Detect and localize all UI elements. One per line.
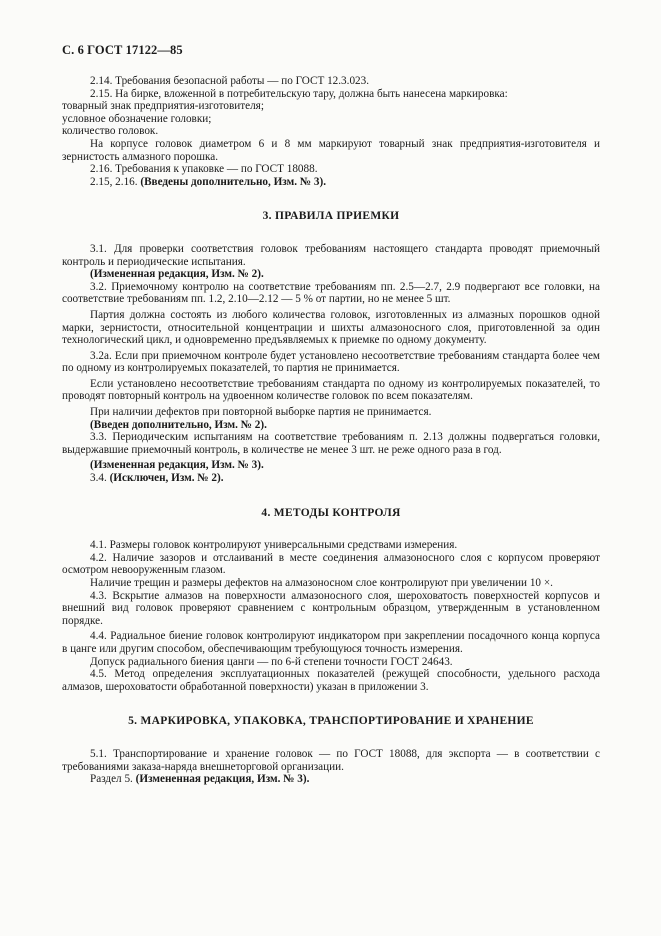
paragraph: 2.15. На бирке, вложенной в потребительскую тару, должна быть нанесена маркировка: bbox=[90, 87, 508, 100]
amendment-text: (Измененная редакция, Изм. № 3). bbox=[90, 459, 264, 472]
amendment-text: (Исключен, Изм. № 2). bbox=[109, 472, 224, 485]
page-header: С. 6 ГОСТ 17122—85 bbox=[62, 43, 183, 57]
section-ref: Раздел 5. bbox=[90, 773, 133, 786]
amendment-ref: 2.15, 2.16. bbox=[90, 175, 138, 188]
amendment-text: (Измененная редакция, Изм. № 2). bbox=[90, 268, 264, 281]
paragraph: 3.1. Для проверки соответствия головок требованиям настоящего стандарта проводят приемочный контроль и периодические испытания. bbox=[62, 242, 600, 268]
paragraph: 4.1. Размеры головок контролируют универсальными средствами измерения. bbox=[90, 539, 458, 552]
paragraph: количество головок. bbox=[62, 125, 159, 138]
amendment-text: (Введен дополнительно, Изм. № 2). bbox=[90, 418, 267, 431]
amendment-line bbox=[62, 176, 600, 189]
section-title: 5. МАРКИРОВКА, УПАКОВКА, ТРАНСПОРТИРОВАНИЕ И ХРАНЕНИЕ bbox=[128, 715, 534, 728]
amendment-line bbox=[62, 773, 600, 786]
paragraph: 3.3. Периодическим испытаниям на соответствие требованиям п. 2.13 должны подвергаться головки, выдержавшие приемочный контроль, в количестве не менее 3 шт. не реже одного раза в год. bbox=[62, 431, 600, 456]
amendment-note: (Введены дополнительно, Изм. № 3). bbox=[140, 175, 327, 188]
paragraph: 3.2а. Если при приемочном контроле будет установлено несоответствие требованиям стандарта более чем по одному из контролируемых показателей, то партия не принимается. bbox=[62, 349, 600, 375]
paragraph: 4.4. Радиальное биение головок контролируют индикатором при закреплении посадочного конца корпуса в цанге или другим способом, обеспечивающим требующуюся точность измерения. bbox=[62, 630, 600, 655]
paragraph: 4.5. Метод определения эксплуатационных показателей (режущей способности, удельного расхода алмазов, шероховатости обработанной поверхности) указан в приложении 3. bbox=[62, 668, 600, 693]
section-title: 3. ПРАВИЛА ПРИЕМКИ bbox=[262, 210, 400, 223]
paragraph: Допуск радиального биения цанги — по 6-й степени точности ГОСТ 24643. bbox=[90, 655, 453, 668]
amendment-text: (Измененная редакция, Изм. № 3). bbox=[135, 773, 310, 786]
page-content bbox=[62, 75, 600, 786]
paragraph: Если установлено несоответствие требованиям стандарта по одному из контролируемых показателей, то проводят повторный контроль на удвоенном количестве головок по всем показателям. bbox=[62, 377, 600, 403]
amendment-note bbox=[62, 268, 600, 281]
paragraph: товарный знак предприятия-изготовителя; bbox=[62, 100, 264, 113]
section-title: 4. МЕТОДЫ КОНТРОЛЯ bbox=[261, 506, 401, 519]
paragraph: 4.3. Вскрытие алмазов на поверхности алмазоносного слоя, шероховатость поверхностей корпусов и внешний вид головок проверяют сравнением с контрольным образцом, утвержденным в установленном порядке. bbox=[62, 589, 600, 627]
amendment-note bbox=[62, 419, 600, 432]
paragraph: 2.16. Требования к упаковке — по ГОСТ 18088. bbox=[90, 163, 318, 176]
clause-number: 3.4. bbox=[90, 472, 107, 485]
paragraph: На корпусе головок диаметром 6 и 8 мм маркируют товарный знак предприятия-изготовителя и зернистость алмазного порошка. bbox=[62, 137, 600, 163]
paragraph: Наличие трещин и размеры дефектов на алмазоносном слое контролируют при увеличении 10 ×. bbox=[90, 577, 553, 589]
amendment-line bbox=[62, 472, 600, 485]
paragraph: 3.2. Приемочному контролю на соответствие требованиям пп. 2.5—2.7, 2.9 подвергают все головки, на соответствие требованиям пп. 1.2, 2.10—2.12 — 5 % от партии, но не менее 5 шт. bbox=[62, 280, 600, 306]
paragraph: 4.2. Наличие зазоров и отслаиваний в месте соединения алмазоносного слоя с корпусом проверяют осмотром невооруженным глазом. bbox=[62, 551, 600, 577]
paragraph: При наличии дефектов при повторной выборке партия не принимается. bbox=[90, 406, 432, 419]
paragraph: 5.1. Транспортирование и хранение головок — по ГОСТ 18088, для экспорта — в соответствии с требованиями заказа-наряда внешнеторговой организации. bbox=[62, 747, 600, 773]
amendment-note bbox=[62, 459, 600, 472]
paragraph: условное обозначение головки; bbox=[62, 112, 212, 125]
paragraph: 2.14. Требования безопасной работы — по ГОСТ 12.3.023. bbox=[90, 75, 370, 87]
paragraph: Партия должна состоять из любого количества головок, изготовленных из алмазных порошков одной марки, зернистости, относительной концентрации и шихты алмазоносного слоя, приготовленной за один технологический цикл, и одновременно предъявляемых к приемке по одному документу. bbox=[62, 308, 600, 347]
